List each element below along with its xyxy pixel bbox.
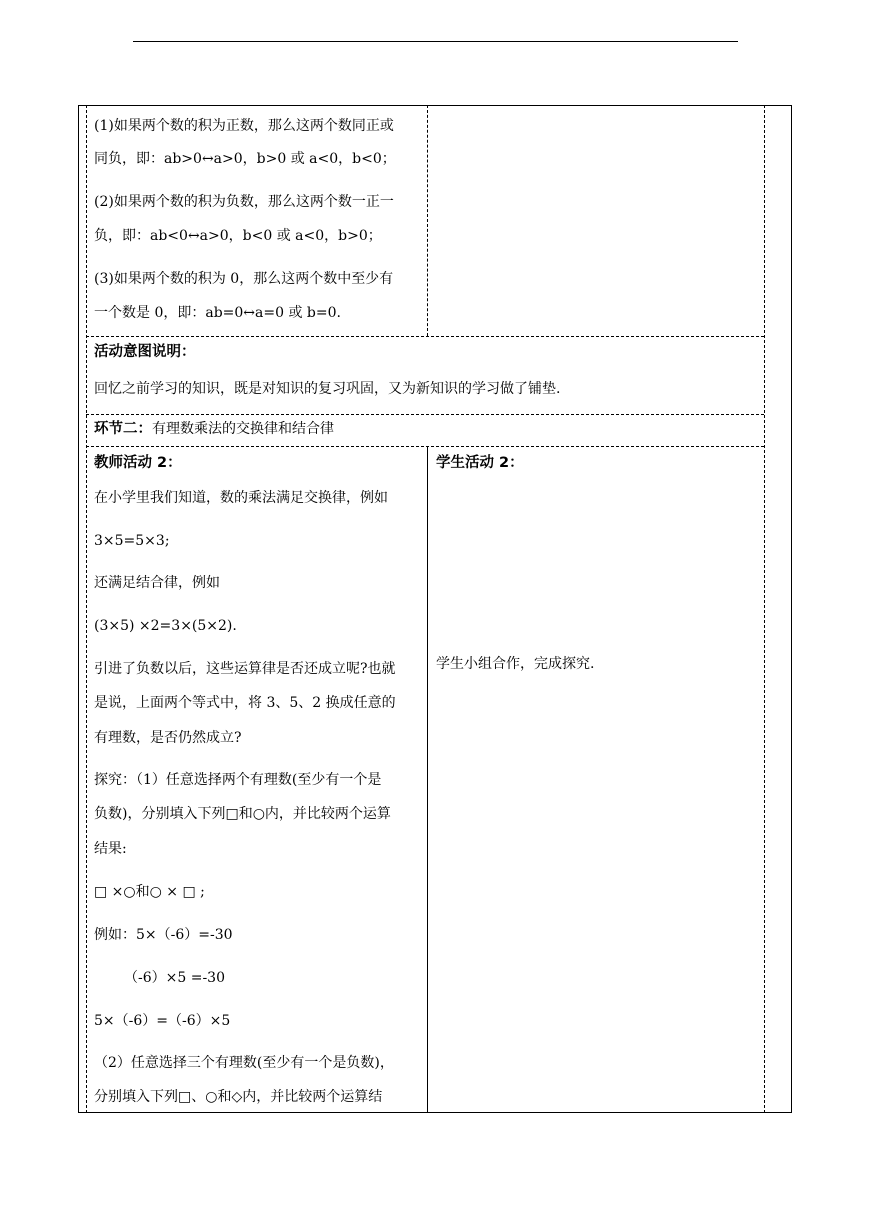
row-divider [86, 336, 764, 337]
teacher-line: (3×5) ×2=3×(5×2). [94, 618, 237, 634]
teacher-line: 分别填入下列□、○和◇内，并比较两个运算结 [94, 1089, 383, 1105]
rule-line: (1)如果两个数的积为正数，那么这两个数同正或 [94, 118, 394, 134]
teacher-line: 3×5=5×3; [94, 533, 170, 549]
teacher-line: 探究：（1）任意选择两个有理数(至少有一个是 [94, 772, 382, 788]
column-divider [427, 105, 428, 336]
teacher-heading: 教师活动 2： [94, 455, 182, 471]
rule-line: (3)如果两个数的积为 0，那么这两个数中至少有 [94, 271, 394, 287]
rule-line: 负，即：ab<0↔a>0，b<0 或 a<0，b>0； [94, 228, 382, 244]
rule-line: 同负，即：ab>0↔a>0，b>0 或 a<0，b<0； [94, 151, 396, 167]
intent-text: 回忆之前学习的知识，既是对知识的复习巩固，又为新知识的学习做了铺垫. [94, 381, 561, 397]
teacher-line: 例如：5×（-6）=-30 [94, 927, 233, 943]
stage-label: 环节二： [94, 421, 152, 437]
rule-line: (2)如果两个数的积为负数，那么这两个数一正一 [94, 194, 394, 210]
teacher-line: 负数)，分别填入下列□和○内，并比较两个运算 [94, 806, 391, 822]
row-divider [86, 414, 764, 415]
student-heading: 学生活动 2： [436, 455, 524, 471]
teacher-line: □ ×○和○ × □ ; [94, 884, 205, 900]
table-inner-left-border [86, 105, 87, 1113]
teacher-line: （-6）×5 =-30 [124, 970, 226, 986]
intent-heading: 活动意图说明： [94, 344, 196, 360]
stage-heading [94, 421, 334, 437]
column-divider [427, 446, 428, 1113]
teacher-line: 是说，上面两个等式中，将 3、5、2 换成任意的 [94, 695, 396, 711]
teacher-line: 5×（-6）=（-6）×5 [94, 1013, 231, 1029]
teacher-line: 在小学里我们知道，数的乘法满足交换律，例如 [94, 490, 388, 506]
lesson-table [78, 105, 792, 1113]
page-header-rule [133, 41, 738, 42]
teacher-line: （2）任意选择三个有理数(至少有一个是负数)， [94, 1055, 394, 1071]
stage-title: 有理数乘法的交换律和结合律 [152, 421, 334, 437]
row-divider [86, 446, 764, 447]
teacher-line: 还满足结合律，例如 [94, 575, 220, 591]
rule-line: 一个数是 0，即：ab=0↔a=0 或 b=0. [94, 305, 341, 321]
teacher-line: 有理数，是否仍然成立? [94, 730, 242, 746]
teacher-line: 引进了负数以后，这些运算律是否还成立呢?也就 [94, 661, 396, 677]
teacher-line: 结果: [94, 841, 127, 857]
table-inner-right-border [764, 105, 765, 1113]
student-text: 学生小组合作，完成探究. [436, 656, 595, 672]
